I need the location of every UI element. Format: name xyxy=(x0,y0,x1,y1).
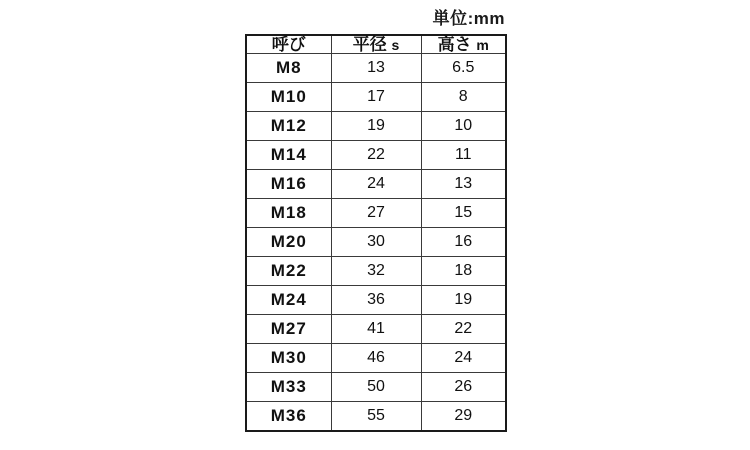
table-row xyxy=(246,227,506,256)
height-cell: 29 xyxy=(421,401,506,431)
width-across-flats-cell: 30 xyxy=(331,227,421,256)
table-row xyxy=(246,140,506,169)
width-across-flats-cell: 13 xyxy=(331,54,421,83)
table-row xyxy=(246,54,506,83)
width-across-flats-cell: 19 xyxy=(331,111,421,140)
size-designation-cell: M27 xyxy=(246,314,331,343)
height-cell: 22 xyxy=(421,314,506,343)
unit-label: 単位:mm xyxy=(432,9,505,28)
height-cell: 16 xyxy=(421,227,506,256)
height-cell: 13 xyxy=(421,169,506,198)
size-designation-cell: M18 xyxy=(246,198,331,227)
size-designation-cell: M10 xyxy=(246,82,331,111)
header-height-label: 高さ xyxy=(437,35,472,54)
size-designation-cell: M22 xyxy=(246,256,331,285)
table-row xyxy=(246,285,506,314)
table-row xyxy=(246,314,506,343)
width-across-flats-cell: 36 xyxy=(331,285,421,314)
header-width-label: 平径 xyxy=(352,35,387,54)
width-across-flats-cell: 27 xyxy=(331,198,421,227)
width-across-flats-cell: 55 xyxy=(331,401,421,431)
nut-dimension-table xyxy=(245,34,507,432)
table-row xyxy=(246,256,506,285)
header-designation-label: 呼び xyxy=(271,35,306,54)
height-cell: 19 xyxy=(421,285,506,314)
width-across-flats-cell: 41 xyxy=(331,314,421,343)
width-across-flats-cell: 24 xyxy=(331,169,421,198)
height-cell: 15 xyxy=(421,198,506,227)
table-header-row xyxy=(246,35,506,54)
width-across-flats-cell: 32 xyxy=(331,256,421,285)
header-height xyxy=(421,35,506,54)
size-designation-cell: M30 xyxy=(246,343,331,372)
table-row xyxy=(246,198,506,227)
header-height-symbol: m xyxy=(476,37,489,53)
size-designation-cell: M33 xyxy=(246,372,331,401)
height-cell: 24 xyxy=(421,343,506,372)
width-across-flats-cell: 17 xyxy=(331,82,421,111)
header-width-across-flats xyxy=(331,35,421,54)
size-designation-cell: M36 xyxy=(246,401,331,431)
width-across-flats-cell: 50 xyxy=(331,372,421,401)
header-width-symbol: s xyxy=(391,37,400,53)
width-across-flats-cell: 22 xyxy=(331,140,421,169)
table-row xyxy=(246,169,506,198)
spec-table-body xyxy=(246,54,506,432)
height-cell: 11 xyxy=(421,140,506,169)
height-cell: 8 xyxy=(421,82,506,111)
size-designation-cell: M12 xyxy=(246,111,331,140)
height-cell: 6.5 xyxy=(421,54,506,83)
width-across-flats-cell: 46 xyxy=(331,343,421,372)
size-designation-cell: M24 xyxy=(246,285,331,314)
size-designation-cell: M20 xyxy=(246,227,331,256)
table-row xyxy=(246,343,506,372)
table-row xyxy=(246,401,506,431)
size-designation-cell: M14 xyxy=(246,140,331,169)
height-cell: 18 xyxy=(421,256,506,285)
size-designation-cell: M8 xyxy=(246,54,331,83)
height-cell: 26 xyxy=(421,372,506,401)
height-cell: 10 xyxy=(421,111,506,140)
table-row xyxy=(246,111,506,140)
table-row xyxy=(246,372,506,401)
size-designation-cell: M16 xyxy=(246,169,331,198)
header-designation xyxy=(246,35,331,54)
table-row xyxy=(246,82,506,111)
